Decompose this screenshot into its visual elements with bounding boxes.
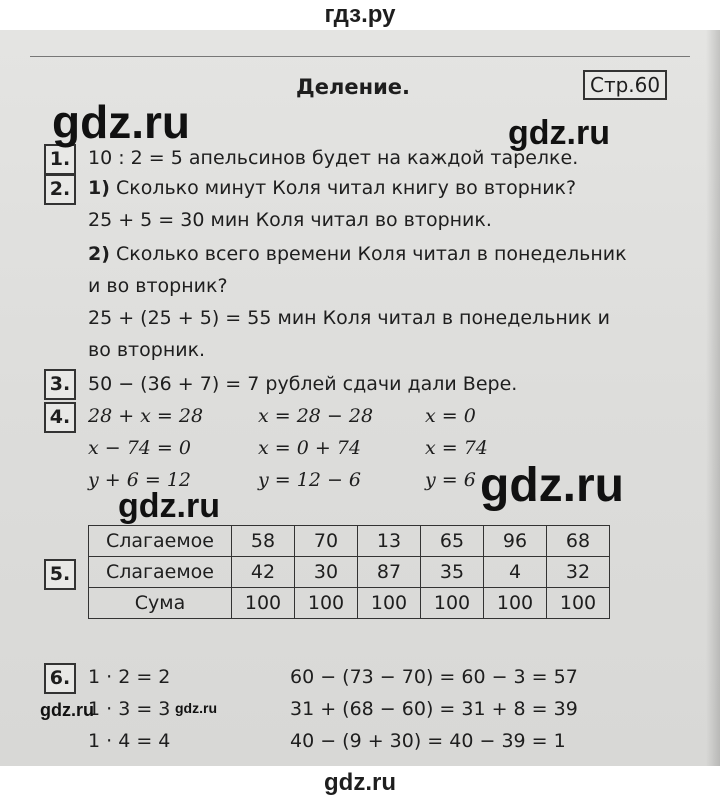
- table-cell: 100: [547, 588, 610, 619]
- task-2-number: 2.: [44, 174, 76, 205]
- table-cell: 96: [484, 526, 547, 557]
- eq-row-1-a: 28 + x = 28: [88, 405, 204, 427]
- task-2-question-1: [88, 176, 576, 200]
- table-cell: 68: [547, 526, 610, 557]
- mult-line-2: 1 · 3 = 3: [88, 698, 171, 720]
- eq-row-2-a: x − 74 = 0: [88, 437, 191, 459]
- table-cell: 13: [358, 526, 421, 557]
- site-footer: gdz.ru: [324, 769, 396, 796]
- table-cell: 100: [232, 588, 295, 619]
- task-3-text: 50 − (36 + 7) = 7 рублей сдачи дали Вере.: [88, 373, 518, 395]
- top-rule: [30, 56, 690, 57]
- table-cell: 87: [358, 557, 421, 588]
- eq-row-2-b: x = 0 + 74: [258, 437, 361, 459]
- table-cell: 35: [421, 557, 484, 588]
- task-2-answer-2: 25 + (25 + 5) = 55 мин Коля читал в понедельник и: [88, 307, 611, 329]
- task-1-text: 10 : 2 = 5 апельсинов будет на каждой тарелке.: [88, 147, 579, 169]
- table-cell: 70: [295, 526, 358, 557]
- task-2-question-2: [88, 242, 627, 266]
- eq-row-1-b: x = 28 − 28: [258, 405, 374, 427]
- row-label: Слагаемое: [89, 557, 232, 588]
- task-3-number: 3.: [44, 369, 76, 400]
- watermark: gdz.ru: [40, 700, 94, 720]
- table-cell: 65: [421, 526, 484, 557]
- task-2-answer-2-cont: во вторник.: [88, 339, 206, 361]
- expr-line-2: 31 + (68 − 60) = 31 + 8 = 39: [290, 698, 578, 720]
- eq-row-3-b: y = 12 − 6: [258, 469, 361, 491]
- eq-row-1-c: x = 0: [425, 405, 476, 427]
- expr-line-1: 60 − (73 − 70) = 60 − 3 = 57: [290, 666, 578, 688]
- expr-line-3: 40 − (9 + 30) = 40 − 39 = 1: [290, 730, 566, 752]
- table-cell: 4: [484, 557, 547, 588]
- table-row: [89, 557, 610, 588]
- task-6-number: 6.: [44, 663, 76, 694]
- task-1-number: 1.: [44, 144, 76, 175]
- section-title: Деление.: [296, 75, 411, 99]
- table-row: [89, 588, 610, 619]
- task-5-number: 5.: [44, 559, 76, 590]
- row-label: Слагаемое: [89, 526, 232, 557]
- table-row: [89, 526, 610, 557]
- watermark: gdz.ru: [175, 700, 217, 716]
- addends-table: [88, 525, 610, 619]
- watermark: gdz.ru: [508, 114, 610, 152]
- page-shadow: [706, 30, 720, 766]
- table-cell: 32: [547, 557, 610, 588]
- table-cell: 100: [484, 588, 547, 619]
- eq-row-3-c: y = 6: [425, 469, 476, 491]
- watermark: gdz.ru: [52, 96, 190, 148]
- site-header: гдз.ру: [324, 1, 396, 28]
- row-label: Сума: [89, 588, 232, 619]
- watermark: gdz.ru: [118, 487, 220, 525]
- table-cell: 100: [358, 588, 421, 619]
- q2-text: Сколько всего времени Коля читал в понедельник: [109, 243, 627, 265]
- table-cell: 100: [421, 588, 484, 619]
- page-number: Стр.60: [583, 70, 667, 100]
- table-cell: 100: [295, 588, 358, 619]
- mult-line-3: 1 · 4 = 4: [88, 730, 171, 752]
- table-cell: 42: [232, 557, 295, 588]
- table-cell: 58: [232, 526, 295, 557]
- watermark: gdz.ru: [480, 459, 624, 512]
- q1-text: Сколько минут Коля читал книгу во вторник?: [109, 177, 577, 199]
- mult-line-1: 1 · 2 = 2: [88, 666, 171, 688]
- eq-row-3-a: y + 6 = 12: [88, 469, 191, 491]
- task-2-answer-1: 25 + 5 = 30 мин Коля читал во вторник.: [88, 209, 492, 231]
- task-4-number: 4.: [44, 402, 76, 433]
- q1-number: 1): [88, 177, 110, 199]
- q2-number: 2): [88, 243, 110, 265]
- task-2-question-2-cont: и во вторник?: [88, 275, 228, 297]
- eq-row-2-c: x = 74: [425, 437, 488, 459]
- table-cell: 30: [295, 557, 358, 588]
